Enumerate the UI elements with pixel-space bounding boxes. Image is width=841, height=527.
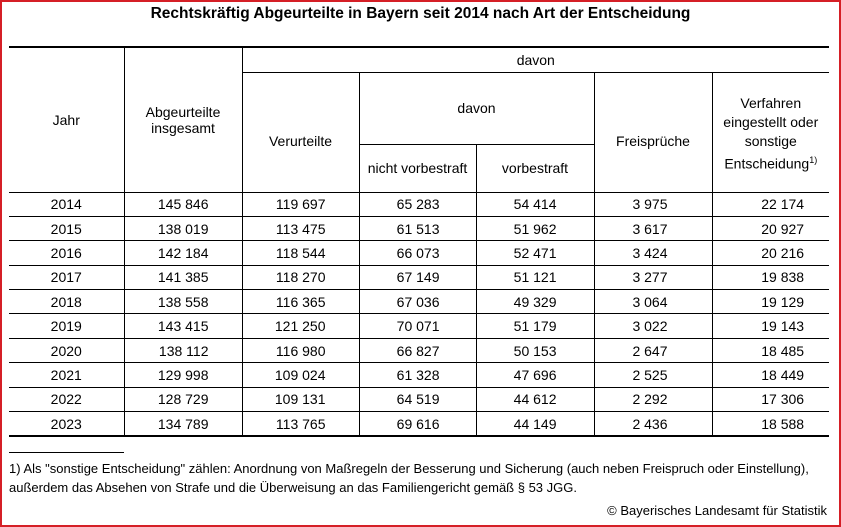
value-cell: 134 789 xyxy=(124,412,242,437)
value-cell: 138 558 xyxy=(124,290,242,314)
header-verfahren: Verfahren eingestellt oder sonstige Entscheidung$^{1)}$ xyxy=(712,72,829,192)
value-cell: 129 998 xyxy=(124,363,242,387)
value-cell: 50 153 xyxy=(476,338,594,362)
value-cell: 54 414 xyxy=(476,192,594,216)
value-cell: 2 525 xyxy=(594,363,712,387)
value-cell: 3 424 xyxy=(594,241,712,265)
header-jahr: Jahr xyxy=(9,47,124,192)
value-cell: 51 179 xyxy=(476,314,594,338)
value-cell: 116 980 xyxy=(242,338,359,362)
value-cell: 2 292 xyxy=(594,387,712,411)
table-row xyxy=(9,387,829,411)
header-davon-sub: davon xyxy=(359,72,594,144)
year-cell: 2021 xyxy=(9,363,124,387)
value-cell: 18 485 xyxy=(712,338,829,362)
header-abgeurteilte: Abgeurteilte insgesamt xyxy=(124,47,242,192)
year-cell: 2018 xyxy=(9,290,124,314)
value-cell: 116 365 xyxy=(242,290,359,314)
year-cell: 2017 xyxy=(9,265,124,289)
value-cell: 66 073 xyxy=(359,241,476,265)
value-cell: 61 328 xyxy=(359,363,476,387)
value-cell: 119 697 xyxy=(242,192,359,216)
table-row xyxy=(9,265,829,289)
value-cell: 18 449 xyxy=(712,363,829,387)
value-cell: 3 064 xyxy=(594,290,712,314)
value-cell: 138 112 xyxy=(124,338,242,362)
value-cell: 118 270 xyxy=(242,265,359,289)
table-row xyxy=(9,216,829,240)
value-cell: 22 174 xyxy=(712,192,829,216)
value-cell: 3 277 xyxy=(594,265,712,289)
value-cell: 70 071 xyxy=(359,314,476,338)
value-cell: 142 184 xyxy=(124,241,242,265)
value-cell: 113 765 xyxy=(242,412,359,437)
value-cell: 3 022 xyxy=(594,314,712,338)
table-title: Rechtskräftig Abgeurteilte in Bayern seit 2014 nach Art der Entscheidung xyxy=(150,5,691,22)
table-row xyxy=(9,314,829,338)
table-body xyxy=(9,192,829,436)
value-cell: 19 838 xyxy=(712,265,829,289)
table-row xyxy=(9,363,829,387)
value-cell: 121 250 xyxy=(242,314,359,338)
year-cell: 2014 xyxy=(9,192,124,216)
value-cell: 109 131 xyxy=(242,387,359,411)
year-cell: 2023 xyxy=(9,412,124,437)
value-cell: 138 019 xyxy=(124,216,242,240)
value-cell: 51 962 xyxy=(476,216,594,240)
value-cell: 20 216 xyxy=(712,241,829,265)
year-cell: 2015 xyxy=(9,216,124,240)
year-cell: 2016 xyxy=(9,241,124,265)
value-cell: 67 036 xyxy=(359,290,476,314)
value-cell: 65 283 xyxy=(359,192,476,216)
value-cell: 64 519 xyxy=(359,387,476,411)
value-cell: 118 544 xyxy=(242,241,359,265)
value-cell: 3 617 xyxy=(594,216,712,240)
value-cell: 67 149 xyxy=(359,265,476,289)
footnote: 1) Als "sonstige Entscheidung" zählen: Anordnung von Maßregeln der Besserung und Sicherung (auch neben Freispruch oder Einstellung), außerdem das Absehen von Strafe und die Überweisung an das Familiengericht gemäß § 53 JGG. xyxy=(9,461,809,495)
value-cell: 2 647 xyxy=(594,338,712,362)
header-freisprueche: Freisprüche xyxy=(594,72,712,192)
header-davon-top: davon xyxy=(242,47,829,72)
table-row xyxy=(9,290,829,314)
value-cell: 44 612 xyxy=(476,387,594,411)
header-verurteilte: Verurteilte xyxy=(242,72,359,192)
table-row xyxy=(9,241,829,265)
value-cell: 61 513 xyxy=(359,216,476,240)
footnote-divider xyxy=(9,452,124,453)
value-cell: 49 329 xyxy=(476,290,594,314)
year-cell: 2020 xyxy=(9,338,124,362)
copyright: © Bayerisches Landesamt für Statistik xyxy=(607,503,827,518)
header-nicht-vorbestraft: nicht vorbestraft xyxy=(359,144,476,192)
value-cell: 69 616 xyxy=(359,412,476,437)
value-cell: 19 143 xyxy=(712,314,829,338)
value-cell: 44 149 xyxy=(476,412,594,437)
value-cell: 52 471 xyxy=(476,241,594,265)
year-cell: 2019 xyxy=(9,314,124,338)
value-cell: 143 415 xyxy=(124,314,242,338)
year-cell: 2022 xyxy=(9,387,124,411)
value-cell: 128 729 xyxy=(124,387,242,411)
value-cell: 18 588 xyxy=(712,412,829,437)
value-cell: 3 975 xyxy=(594,192,712,216)
value-cell: 109 024 xyxy=(242,363,359,387)
value-cell: 19 129 xyxy=(712,290,829,314)
value-cell: 141 385 xyxy=(124,265,242,289)
value-cell: 145 846 xyxy=(124,192,242,216)
value-cell: 2 436 xyxy=(594,412,712,437)
table-row xyxy=(9,412,829,437)
value-cell: 17 306 xyxy=(712,387,829,411)
value-cell: 51 121 xyxy=(476,265,594,289)
header-vorbestraft: vorbestraft xyxy=(476,144,594,192)
table-row xyxy=(9,192,829,216)
value-cell: 47 696 xyxy=(476,363,594,387)
value-cell: 113 475 xyxy=(242,216,359,240)
data-table xyxy=(9,46,829,437)
value-cell: 66 827 xyxy=(359,338,476,362)
footnote-marker: 1) xyxy=(809,155,818,166)
table-row xyxy=(9,338,829,362)
value-cell: 20 927 xyxy=(712,216,829,240)
